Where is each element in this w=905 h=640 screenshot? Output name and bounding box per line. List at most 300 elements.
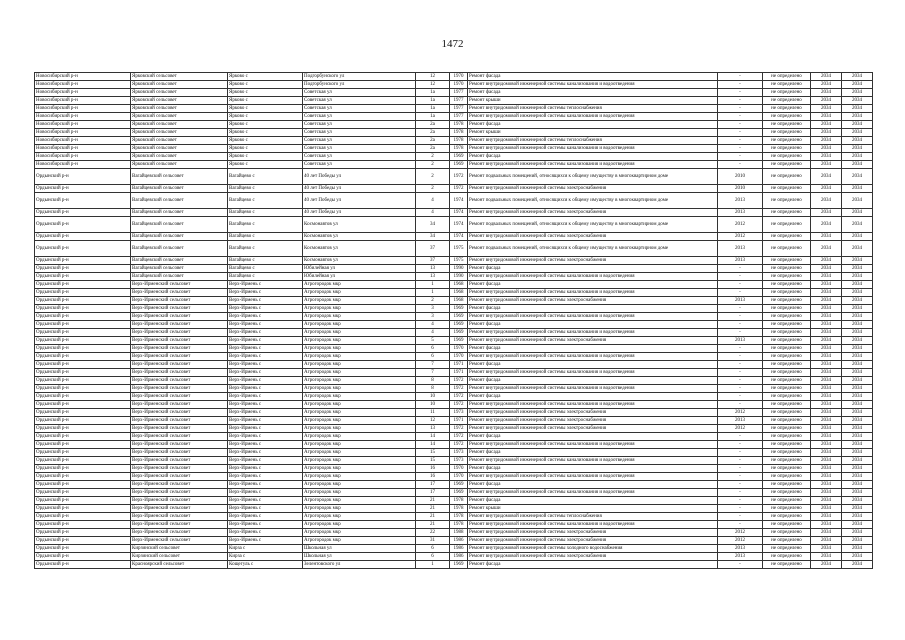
planned-end-year-cell: 2034 (842, 313, 873, 321)
status-cell: не определено (763, 377, 811, 385)
planned-start-year-cell: 2034 (811, 313, 842, 321)
house-number-cell: 2 (416, 153, 450, 161)
construction-year-cell: 1972 (450, 441, 468, 449)
construction-year-cell: 1978 (450, 145, 468, 153)
work-type-cell: Ремонт внутридомовой инженерной системы электроснабжения (468, 257, 718, 265)
status-cell: не определено (763, 417, 811, 425)
settlement-cell: Верх-Ирмень с (228, 297, 303, 305)
planned-start-year-cell: 2034 (811, 449, 842, 457)
street-cell: Агрогородок мкр (303, 465, 416, 473)
work-type-cell: Ремонт внутридомовой инженерной системы канализования и водоотведения (468, 145, 718, 153)
settlement-cell: Верх-Ирмень с (228, 281, 303, 289)
last-repair-year-cell: 2013 (718, 257, 763, 265)
construction-year-cell: 1973 (450, 457, 468, 465)
last-repair-year-cell: - (718, 321, 763, 329)
last-repair-year-cell: - (718, 361, 763, 369)
work-type-cell: Ремонт фасада (468, 153, 718, 161)
council-cell: Верх-Ирменский сельсовет (131, 417, 228, 425)
table-row (35, 337, 873, 345)
planned-end-year-cell: 2034 (842, 161, 873, 169)
settlement-cell: Верх-Ирмень с (228, 377, 303, 385)
council-cell: Верх-Ирменский сельсовет (131, 353, 228, 361)
last-repair-year-cell: 2013 (718, 553, 763, 561)
work-type-cell: Ремонт внутридомовой инженерной системы теплоснабжения (468, 513, 718, 521)
work-type-cell: Ремонт внутридомовой инженерной системы канализования и водоотведения (468, 401, 718, 409)
council-cell: Верх-Ирменский сельсовет (131, 281, 228, 289)
planned-end-year-cell: 2034 (842, 417, 873, 425)
construction-year-cell: 1986 (450, 553, 468, 561)
work-type-cell: Ремонт фасада (468, 265, 718, 273)
last-repair-year-cell: - (718, 497, 763, 505)
house-number-cell: 17 (416, 481, 450, 489)
district-cell: Ордынский р-н (35, 257, 131, 265)
construction-year-cell: 1970 (450, 353, 468, 361)
street-cell: Космонавтов ул (303, 241, 416, 257)
council-cell: Ярковский сельсовет (131, 161, 228, 169)
construction-year-cell: 1978 (450, 497, 468, 505)
planned-start-year-cell: 2034 (811, 465, 842, 473)
construction-year-cell: 1970 (450, 73, 468, 81)
planned-start-year-cell: 2034 (811, 377, 842, 385)
table-row (35, 257, 873, 265)
settlement-cell: Ярково с (228, 153, 303, 161)
house-number-cell: 21 (416, 505, 450, 513)
construction-year-cell: 1969 (450, 481, 468, 489)
house-number-cell: 5 (416, 337, 450, 345)
settlement-cell: Ярково с (228, 89, 303, 97)
last-repair-year-cell: - (718, 441, 763, 449)
district-cell: Ордынский р-н (35, 241, 131, 257)
settlement-cell: Верх-Ирмень с (228, 441, 303, 449)
settlement-cell: Вагайцево с (228, 185, 303, 193)
status-cell: не определено (763, 513, 811, 521)
district-cell: Ордынский р-н (35, 521, 131, 529)
planned-end-year-cell: 2034 (842, 281, 873, 289)
planned-end-year-cell: 2034 (842, 137, 873, 145)
planned-end-year-cell: 2034 (842, 289, 873, 297)
district-cell: Ордынский р-н (35, 441, 131, 449)
district-cell: Новосибирский р-н (35, 121, 131, 129)
last-repair-year-cell: - (718, 313, 763, 321)
house-number-cell: 2а (416, 145, 450, 153)
last-repair-year-cell: - (718, 265, 763, 273)
street-cell: Школьная ул (303, 545, 416, 553)
status-cell: не определено (763, 345, 811, 353)
last-repair-year-cell: - (718, 481, 763, 489)
planned-start-year-cell: 2034 (811, 337, 842, 345)
street-cell: Агрогородок мкр (303, 521, 416, 529)
council-cell: Вагайцевский сельсовет (131, 193, 228, 209)
planned-start-year-cell: 2034 (811, 305, 842, 313)
status-cell: не определено (763, 537, 811, 545)
settlement-cell: Верх-Ирмень с (228, 369, 303, 377)
planned-start-year-cell: 2034 (811, 329, 842, 337)
work-type-cell: Ремонт внутридомовой инженерной системы канализования и водоотведения (468, 113, 718, 121)
construction-year-cell: 1969 (450, 329, 468, 337)
planned-start-year-cell: 2034 (811, 289, 842, 297)
planned-start-year-cell: 2034 (811, 209, 842, 217)
work-type-cell: Ремонт фасада (468, 321, 718, 329)
settlement-cell: Верх-Ирмень с (228, 489, 303, 497)
council-cell: Верх-Ирменский сельсовет (131, 425, 228, 433)
settlement-cell: Ярково с (228, 97, 303, 105)
last-repair-year-cell: 2013 (718, 209, 763, 217)
street-cell: Агрогородок мкр (303, 297, 416, 305)
work-type-cell: Ремонт внутридомовой инженерной системы электроснабжения (468, 417, 718, 425)
last-repair-year-cell: 2012 (718, 425, 763, 433)
status-cell: не определено (763, 145, 811, 153)
house-number-cell: 8 (416, 385, 450, 393)
district-cell: Ордынский р-н (35, 329, 131, 337)
settlement-cell: Верх-Ирмень с (228, 457, 303, 465)
table-row (35, 113, 873, 121)
last-repair-year-cell: - (718, 305, 763, 313)
house-number-cell: 8 (416, 377, 450, 385)
planned-end-year-cell: 2034 (842, 489, 873, 497)
status-cell: не определено (763, 425, 811, 433)
table-row (35, 537, 873, 545)
construction-year-cell: 1972 (450, 393, 468, 401)
house-number-cell: 11 (416, 409, 450, 417)
house-number-cell: 6 (416, 353, 450, 361)
work-type-cell: Ремонт фасада (468, 89, 718, 97)
status-cell: не определено (763, 449, 811, 457)
council-cell: Верх-Ирменский сельсовет (131, 305, 228, 313)
house-number-cell: 7 (416, 361, 450, 369)
last-repair-year-cell: 2012 (718, 217, 763, 233)
planned-start-year-cell: 2034 (811, 361, 842, 369)
planned-end-year-cell: 2034 (842, 377, 873, 385)
house-number-cell: 37 (416, 257, 450, 265)
planned-start-year-cell: 2034 (811, 257, 842, 265)
construction-year-cell: 1986 (450, 545, 468, 553)
table-row (35, 449, 873, 457)
last-repair-year-cell: - (718, 457, 763, 465)
status-cell: не определено (763, 233, 811, 241)
construction-year-cell: 1970 (450, 81, 468, 89)
street-cell: Подгорбунского ул (303, 73, 416, 81)
work-type-cell: Ремонт фасада (468, 449, 718, 457)
council-cell: Верх-Ирменский сельсовет (131, 409, 228, 417)
planned-start-year-cell: 2034 (811, 137, 842, 145)
planned-end-year-cell: 2034 (842, 425, 873, 433)
last-repair-year-cell: - (718, 161, 763, 169)
status-cell: не определено (763, 489, 811, 497)
district-cell: Ордынский р-н (35, 449, 131, 457)
council-cell: Верх-Ирменский сельсовет (131, 401, 228, 409)
work-type-cell: Ремонт внутридомовой инженерной системы электроснабжения (468, 337, 718, 345)
status-cell: не определено (763, 457, 811, 465)
street-cell: Агрогородок мкр (303, 457, 416, 465)
district-cell: Ордынский р-н (35, 273, 131, 281)
construction-year-cell: 1974 (450, 193, 468, 209)
table-row (35, 273, 873, 281)
planned-start-year-cell: 2034 (811, 385, 842, 393)
table-row (35, 241, 873, 257)
street-cell: Юбилейная ул (303, 273, 416, 281)
planned-start-year-cell: 2034 (811, 121, 842, 129)
planned-end-year-cell: 2034 (842, 145, 873, 153)
settlement-cell: Верх-Ирмень с (228, 449, 303, 457)
work-type-cell: Ремонт крыши (468, 97, 718, 105)
settlement-cell: Верх-Ирмень с (228, 393, 303, 401)
planned-end-year-cell: 2034 (842, 345, 873, 353)
status-cell: не определено (763, 521, 811, 529)
work-type-cell: Ремонт внутридомовой инженерной системы канализования и водоотведения (468, 441, 718, 449)
planned-end-year-cell: 2034 (842, 273, 873, 281)
settlement-cell: Верх-Ирмень с (228, 505, 303, 513)
district-cell: Ордынский р-н (35, 537, 131, 545)
settlement-cell: Верх-Ирмень с (228, 321, 303, 329)
last-repair-year-cell: 2013 (718, 545, 763, 553)
planned-start-year-cell: 2034 (811, 497, 842, 505)
settlement-cell: Вагайцево с (228, 265, 303, 273)
district-cell: Новосибирский р-н (35, 97, 131, 105)
construction-year-cell: 1969 (450, 153, 468, 161)
construction-year-cell: 1977 (450, 97, 468, 105)
status-cell: не определено (763, 385, 811, 393)
last-repair-year-cell: - (718, 73, 763, 81)
planned-start-year-cell: 2034 (811, 281, 842, 289)
status-cell: не определено (763, 297, 811, 305)
status-cell: не определено (763, 265, 811, 273)
council-cell: Ярковский сельсовет (131, 145, 228, 153)
table-row (35, 329, 873, 337)
table-row (35, 529, 873, 537)
planned-start-year-cell: 2034 (811, 113, 842, 121)
settlement-cell: Ярково с (228, 121, 303, 129)
house-number-cell: 2а (416, 137, 450, 145)
council-cell: Вагайцевский сельсовет (131, 169, 228, 185)
street-cell: Агрогородок мкр (303, 377, 416, 385)
status-cell: не определено (763, 465, 811, 473)
council-cell: Верх-Ирменский сельсовет (131, 473, 228, 481)
district-cell: Новосибирский р-н (35, 73, 131, 81)
street-cell: Агрогородок мкр (303, 353, 416, 361)
table-row (35, 193, 873, 209)
status-cell: не определено (763, 89, 811, 97)
last-repair-year-cell: - (718, 561, 763, 569)
planned-end-year-cell: 2034 (842, 209, 873, 217)
district-cell: Ордынский р-н (35, 337, 131, 345)
council-cell: Верх-Ирменский сельсовет (131, 465, 228, 473)
street-cell: Агрогородок мкр (303, 337, 416, 345)
table-row (35, 289, 873, 297)
construction-year-cell: 1978 (450, 129, 468, 137)
street-cell: Агрогородок мкр (303, 489, 416, 497)
street-cell: Агрогородок мкр (303, 497, 416, 505)
work-type-cell: Ремонт внутридомовой инженерной системы канализования и водоотведения (468, 369, 718, 377)
status-cell: не определено (763, 289, 811, 297)
planned-end-year-cell: 2034 (842, 433, 873, 441)
work-type-cell: Ремонт подвальных помещений, относящихся к общему имуществу в многоквартирном доме (468, 169, 718, 185)
construction-year-cell: 1968 (450, 281, 468, 289)
settlement-cell: Верх-Ирмень с (228, 329, 303, 337)
council-cell: Ярковский сельсовет (131, 105, 228, 113)
work-type-cell: Ремонт внутридомовой инженерной системы электроснабжения (468, 233, 718, 241)
planned-end-year-cell: 2034 (842, 457, 873, 465)
district-cell: Ордынский р-н (35, 345, 131, 353)
council-cell: Верх-Ирменский сельсовет (131, 393, 228, 401)
work-type-cell: Ремонт внутридомовой инженерной системы канализования и водоотведения (468, 385, 718, 393)
house-number-cell: 1а (416, 97, 450, 105)
table-row (35, 281, 873, 289)
settlement-cell: Верх-Ирмень с (228, 289, 303, 297)
settlement-cell: Вагайцево с (228, 209, 303, 217)
planned-end-year-cell: 2034 (842, 337, 873, 345)
street-cell: Агрогородок мкр (303, 441, 416, 449)
status-cell: не определено (763, 329, 811, 337)
settlement-cell: Верх-Ирмень с (228, 313, 303, 321)
council-cell: Верх-Ирменский сельсовет (131, 457, 228, 465)
status-cell: не определено (763, 73, 811, 81)
planned-start-year-cell: 2034 (811, 561, 842, 569)
planned-end-year-cell: 2034 (842, 257, 873, 265)
council-cell: Вагайцевский сельсовет (131, 257, 228, 265)
table-row (35, 185, 873, 193)
work-type-cell: Ремонт фасада (468, 121, 718, 129)
council-cell: Верх-Ирменский сельсовет (131, 369, 228, 377)
status-cell: не определено (763, 129, 811, 137)
work-type-cell: Ремонт фасада (468, 481, 718, 489)
settlement-cell: Ярково с (228, 105, 303, 113)
house-number-cell: 2а (416, 129, 450, 137)
house-number-cell: 3 (416, 313, 450, 321)
construction-year-cell: 1968 (450, 297, 468, 305)
work-type-cell: Ремонт крыши (468, 129, 718, 137)
work-type-cell: Ремонт фасада (468, 561, 718, 569)
construction-year-cell: 1973 (450, 449, 468, 457)
table-row (35, 401, 873, 409)
planned-start-year-cell: 2034 (811, 425, 842, 433)
status-cell: не определено (763, 217, 811, 233)
planned-start-year-cell: 2034 (811, 537, 842, 545)
district-cell: Ордынский р-н (35, 305, 131, 313)
house-number-cell: 22 (416, 529, 450, 537)
council-cell: Кирзинский сельсовет (131, 545, 228, 553)
last-repair-year-cell: - (718, 465, 763, 473)
table-row (35, 481, 873, 489)
table-row (35, 169, 873, 185)
district-cell: Ордынский р-н (35, 473, 131, 481)
status-cell: не определено (763, 241, 811, 257)
house-number-cell: 14 (416, 433, 450, 441)
planned-start-year-cell: 2034 (811, 489, 842, 497)
status-cell: не определено (763, 153, 811, 161)
planned-end-year-cell: 2034 (842, 561, 873, 569)
district-cell: Ордынский р-н (35, 481, 131, 489)
planned-end-year-cell: 2034 (842, 97, 873, 105)
planned-end-year-cell: 2034 (842, 513, 873, 521)
status-cell: не определено (763, 529, 811, 537)
table-body (35, 73, 873, 569)
work-type-cell: Ремонт внутридомовой инженерной системы канализования и водоотведения (468, 273, 718, 281)
table-row (35, 305, 873, 313)
house-number-cell: 10 (416, 401, 450, 409)
work-type-cell: Ремонт внутридомовой инженерной системы холодного водоснабжения (468, 545, 718, 553)
construction-year-cell: 1978 (450, 121, 468, 129)
work-type-cell: Ремонт фасада (468, 361, 718, 369)
last-repair-year-cell: - (718, 121, 763, 129)
settlement-cell: Верх-Ирмень с (228, 513, 303, 521)
construction-year-cell: 1972 (450, 401, 468, 409)
house-number-cell: 10 (416, 393, 450, 401)
work-type-cell: Ремонт фасада (468, 305, 718, 313)
construction-year-cell: 1990 (450, 265, 468, 273)
status-cell: не определено (763, 353, 811, 361)
council-cell: Верх-Ирменский сельсовет (131, 321, 228, 329)
construction-year-cell: 1977 (450, 105, 468, 113)
council-cell: Ярковский сельсовет (131, 97, 228, 105)
street-cell: 40 лет Победы ул (303, 209, 416, 217)
street-cell: Агрогородок мкр (303, 481, 416, 489)
planned-end-year-cell: 2034 (842, 481, 873, 489)
house-number-cell: 1 (416, 561, 450, 569)
construction-year-cell: 1969 (450, 561, 468, 569)
planned-start-year-cell: 2034 (811, 513, 842, 521)
planned-end-year-cell: 2034 (842, 217, 873, 233)
table-row (35, 377, 873, 385)
last-repair-year-cell: - (718, 433, 763, 441)
street-cell: Подгорбунского ул (303, 81, 416, 89)
planned-start-year-cell: 2034 (811, 129, 842, 137)
street-cell: Космонавтов ул (303, 217, 416, 233)
settlement-cell: Верх-Ирмень с (228, 345, 303, 353)
table-row (35, 361, 873, 369)
house-number-cell: 1 (416, 281, 450, 289)
house-number-cell: 17 (416, 489, 450, 497)
work-type-cell: Ремонт внутридомовой инженерной системы электроснабжения (468, 185, 718, 193)
construction-year-cell: 1972 (450, 377, 468, 385)
street-cell: Юбилейная ул (303, 265, 416, 273)
district-cell: Ордынский р-н (35, 265, 131, 273)
last-repair-year-cell: - (718, 145, 763, 153)
council-cell: Вагайцевский сельсовет (131, 209, 228, 217)
settlement-cell: Вагайцево с (228, 233, 303, 241)
work-type-cell: Ремонт внутридомовой инженерной системы электроснабжения (468, 553, 718, 561)
work-type-cell: Ремонт подвальных помещений, относящихся к общему имуществу в многоквартирном доме (468, 241, 718, 257)
planned-end-year-cell: 2034 (842, 521, 873, 529)
street-cell: Советская ул (303, 97, 416, 105)
house-number-cell: 12 (416, 73, 450, 81)
settlement-cell: Верх-Ирмень с (228, 401, 303, 409)
last-repair-year-cell: - (718, 273, 763, 281)
table-row (35, 297, 873, 305)
last-repair-year-cell: 2012 (718, 537, 763, 545)
planned-start-year-cell: 2034 (811, 81, 842, 89)
council-cell: Верх-Ирменский сельсовет (131, 313, 228, 321)
settlement-cell: Вагайцево с (228, 217, 303, 233)
table-row (35, 81, 873, 89)
settlement-cell: Верх-Ирмень с (228, 465, 303, 473)
council-cell: Ярковский сельсовет (131, 129, 228, 137)
district-cell: Ордынский р-н (35, 433, 131, 441)
street-cell: Агрогородок мкр (303, 313, 416, 321)
council-cell: Ярковский сельсовет (131, 137, 228, 145)
house-number-cell: 4 (416, 193, 450, 209)
table-row (35, 409, 873, 417)
table-row (35, 153, 873, 161)
table-row (35, 97, 873, 105)
work-type-cell: Ремонт внутридомовой инженерной системы теплоснабжения (468, 105, 718, 113)
district-cell: Ордынский р-н (35, 513, 131, 521)
street-cell: Агрогородок мкр (303, 433, 416, 441)
planned-start-year-cell: 2034 (811, 505, 842, 513)
last-repair-year-cell: 2013 (718, 337, 763, 345)
settlement-cell: Верх-Ирмень с (228, 529, 303, 537)
planned-start-year-cell: 2034 (811, 273, 842, 281)
planned-end-year-cell: 2034 (842, 193, 873, 209)
